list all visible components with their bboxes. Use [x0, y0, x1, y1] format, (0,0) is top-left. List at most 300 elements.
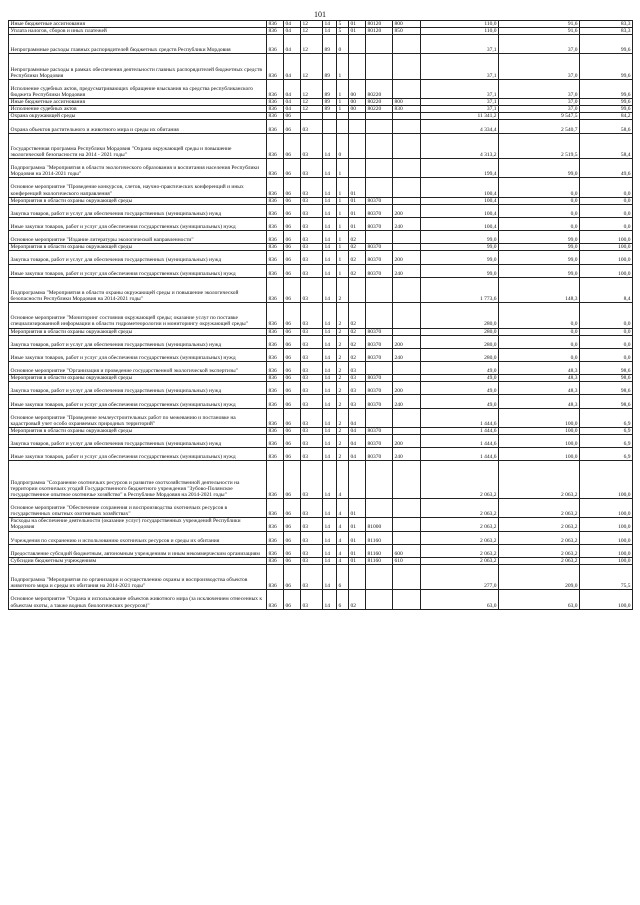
code-rz: 04: [284, 106, 301, 113]
value-approved: 100,4: [421, 197, 499, 204]
value-approved: 37,1: [421, 106, 499, 113]
value-approved: 2 063,2: [421, 557, 499, 564]
code-vr: 850: [393, 28, 421, 35]
value-percent: 98,6: [580, 362, 633, 375]
value-percent: 58,6: [580, 120, 633, 133]
code-subprog: [337, 120, 349, 133]
row-name: Государственная программа Республики Мордовия "Охрана окружающей среды и повышение экологической безопасности на 2014 - 2021 годы": [9, 133, 267, 158]
code-ved: 836: [267, 590, 284, 609]
code-vr: 610: [393, 557, 421, 564]
value-executed: 0,0: [499, 335, 580, 348]
row-name: Основное мероприятие "Организация и проведение государственной экологической экспертизы": [9, 362, 267, 375]
code-ved: 836: [267, 362, 284, 375]
code-prog: 14: [323, 499, 337, 518]
value-approved: 49,0: [421, 375, 499, 382]
code-prog: 14: [323, 217, 337, 230]
value-percent: 6,9: [580, 448, 633, 461]
value-approved: 2 063,2: [421, 518, 499, 531]
table-row: [9, 448, 633, 461]
code-rz: 06: [284, 178, 301, 197]
value-executed: 2 063,2: [499, 461, 580, 499]
code-vr: [393, 303, 421, 328]
code-pr: [301, 113, 323, 120]
code-ved: 836: [267, 244, 284, 251]
value-percent: 6,9: [580, 408, 633, 427]
row-name: Непрограммные расходы в рамках обеспечения деятельности главных распорядителей бюджетных средств Республики Мордовия: [9, 54, 267, 79]
value-executed: 9 547,5: [499, 113, 580, 120]
value-percent: 100,0: [580, 531, 633, 544]
code-pr: 03: [301, 557, 323, 564]
table-row: [9, 133, 633, 158]
table-row: [9, 120, 633, 133]
code-dir: 80120: [366, 21, 393, 28]
code-prog: 14: [323, 231, 337, 244]
code-dir: [366, 277, 393, 302]
table-row: [9, 362, 633, 375]
table-row: [9, 28, 633, 35]
code-rz: 06: [284, 113, 301, 120]
code-prog: 14: [323, 28, 337, 35]
row-name: Закупка товаров, работ и услуг для обеспечения государственных (муниципальных) нужд: [9, 204, 267, 217]
code-osn: 01: [349, 204, 366, 217]
row-name: Уплата налогов, сборов и иных платежей: [9, 28, 267, 35]
page-number: 101: [314, 10, 326, 19]
code-rz: 06: [284, 251, 301, 264]
code-ved: 836: [267, 113, 284, 120]
code-vr: [393, 120, 421, 133]
row-name: Мероприятия в области охраны окружающей среды: [9, 197, 267, 204]
value-approved: 1 444,6: [421, 448, 499, 461]
value-executed: 63,0: [499, 590, 580, 609]
row-name: Иные закупки товаров, работ и услуг для обеспечения государственных (муниципальных) нужд: [9, 217, 267, 230]
value-percent: 75,5: [580, 564, 633, 589]
budget-table-body: [9, 21, 633, 610]
value-executed: 2 063,2: [499, 557, 580, 564]
value-approved: 4 334,4: [421, 120, 499, 133]
code-ved: 836: [267, 21, 284, 28]
code-rz: 06: [284, 204, 301, 217]
code-subprog: 1: [337, 251, 349, 264]
code-prog: 89: [323, 99, 337, 106]
code-rz: 06: [284, 408, 301, 427]
table-row: [9, 204, 633, 217]
code-dir: 80120: [366, 28, 393, 35]
code-osn: [349, 54, 366, 79]
value-executed: 48,3: [499, 375, 580, 382]
code-prog: 14: [323, 244, 337, 251]
code-prog: 14: [323, 335, 337, 348]
code-pr: 03: [301, 120, 323, 133]
code-osn: 01: [349, 518, 366, 531]
code-prog: 89: [323, 106, 337, 113]
code-subprog: 5: [337, 28, 349, 35]
code-osn: [349, 133, 366, 158]
code-dir: 80370: [366, 395, 393, 408]
table-row: [9, 335, 633, 348]
code-prog: 14: [323, 544, 337, 557]
code-vr: [393, 79, 421, 98]
value-executed: 2 063,2: [499, 499, 580, 518]
code-ved: 836: [267, 54, 284, 79]
row-name: Закупка товаров, работ и услуг для обеспечения государственных (муниципальных) нужд: [9, 251, 267, 264]
code-osn: 03: [349, 362, 366, 375]
row-name: Исполнение судебных актов: [9, 106, 267, 113]
code-pr: 03: [301, 461, 323, 499]
code-ved: 836: [267, 79, 284, 98]
table-row: [9, 79, 633, 98]
code-ved: 836: [267, 518, 284, 531]
value-approved: 49,0: [421, 382, 499, 395]
value-percent: 0,0: [580, 197, 633, 204]
code-subprog: 2: [337, 427, 349, 434]
code-prog: 14: [323, 328, 337, 335]
code-subprog: 1: [337, 204, 349, 217]
code-pr: 03: [301, 435, 323, 448]
code-prog: [323, 120, 337, 133]
value-percent: 100,0: [580, 557, 633, 564]
row-name: Основное мероприятие "Обеспечение сохранения и воспроизводства охотничьих ресурсов в государственных опытных охотничьих хозяйствах": [9, 499, 267, 518]
value-executed: 100,0: [499, 408, 580, 427]
code-dir: 80370: [366, 348, 393, 361]
code-rz: 06: [284, 328, 301, 335]
value-executed: 99,0: [499, 231, 580, 244]
code-pr: 03: [301, 564, 323, 589]
value-percent: 100,0: [580, 264, 633, 277]
code-subprog: 5: [337, 21, 349, 28]
code-dir: [366, 159, 393, 178]
row-name: Охрана объектов растительного и животного мира и среды их обитания: [9, 120, 267, 133]
table-row: [9, 99, 633, 106]
table-row: [9, 178, 633, 197]
code-prog: 14: [323, 303, 337, 328]
value-approved: 99,0: [421, 251, 499, 264]
code-vr: 200: [393, 251, 421, 264]
row-name: Иные закупки товаров, работ и услуг для обеспечения государственных (муниципальных) нужд: [9, 395, 267, 408]
code-vr: [393, 133, 421, 158]
code-pr: 12: [301, 106, 323, 113]
code-rz: 06: [284, 518, 301, 531]
row-name: Иные закупки товаров, работ и услуг для обеспечения государственных (муниципальных) нужд: [9, 348, 267, 361]
code-subprog: 2: [337, 335, 349, 348]
code-osn: 02: [349, 244, 366, 251]
value-percent: 99,6: [580, 54, 633, 79]
code-subprog: 2: [337, 277, 349, 302]
code-dir: 80370: [366, 251, 393, 264]
code-prog: 14: [323, 382, 337, 395]
code-dir: 80370: [366, 197, 393, 204]
code-osn: 01: [349, 499, 366, 518]
code-dir: 81160: [366, 557, 393, 564]
code-vr: [393, 518, 421, 531]
code-rz: 06: [284, 590, 301, 609]
code-rz: 06: [284, 531, 301, 544]
value-approved: 100,4: [421, 204, 499, 217]
row-name: Закупка товаров, работ и услуг для обеспечения государственных (муниципальных) нужд: [9, 335, 267, 348]
table-row: [9, 557, 633, 564]
row-name: Подпрограмма "Сохранение охотничьих ресурсов и развитие охотхозяйственной деятельности на территории охотничьих угодий Государственного бюджетного учреждения "Зубово-Полянское государственное опытное охотничье хозяйство" в Республике Мордовия на 2014-2021 годы": [9, 461, 267, 499]
code-osn: 04: [349, 427, 366, 434]
code-ved: 836: [267, 133, 284, 158]
table-row: [9, 328, 633, 335]
code-ved: 836: [267, 251, 284, 264]
code-rz: 06: [284, 244, 301, 251]
row-name: Подпрограмма "Мероприятия по организации и осуществлению охраны и воспроизводства объектов животного мира и среды их обитания на 2014-2021 годы": [9, 564, 267, 589]
code-subprog: 4: [337, 531, 349, 544]
value-executed: 48,3: [499, 395, 580, 408]
code-ved: 836: [267, 106, 284, 113]
table-row: [9, 435, 633, 448]
code-dir: [366, 178, 393, 197]
code-osn: [349, 159, 366, 178]
budget-table: [8, 20, 633, 610]
code-pr: 03: [301, 277, 323, 302]
table-row: [9, 375, 633, 382]
code-dir: 80370: [366, 382, 393, 395]
code-subprog: 1: [337, 159, 349, 178]
code-pr: 03: [301, 178, 323, 197]
value-percent: 100,0: [580, 251, 633, 264]
code-pr: 03: [301, 133, 323, 158]
code-pr: 03: [301, 264, 323, 277]
code-osn: 00: [349, 99, 366, 106]
code-vr: 240: [393, 448, 421, 461]
value-executed: 100,0: [499, 448, 580, 461]
value-percent: 100,0: [580, 244, 633, 251]
value-percent: 8,4: [580, 277, 633, 302]
table-row: [9, 21, 633, 28]
value-executed: 37,0: [499, 79, 580, 98]
table-row: [9, 382, 633, 395]
value-executed: 2 063,2: [499, 518, 580, 531]
row-name: Закупка товаров, работ и услуг для обеспечения государственных (муниципальных) нужд: [9, 382, 267, 395]
value-percent: 98,6: [580, 395, 633, 408]
row-name: Иные закупки товаров, работ и услуг для обеспечения государственных (муниципальных) нужд: [9, 448, 267, 461]
code-subprog: 1: [337, 178, 349, 197]
code-prog: 14: [323, 427, 337, 434]
code-subprog: 1: [337, 231, 349, 244]
code-prog: 89: [323, 54, 337, 79]
code-ved: 836: [267, 544, 284, 557]
code-ved: 836: [267, 120, 284, 133]
row-name: Субсидии бюджетным учреждениям: [9, 557, 267, 564]
row-name: Подпрограмма "Мероприятия в области охраны окружающей среды и повышение экологической безопасности Республики Мордовия на 2014-2021 годы": [9, 277, 267, 302]
value-percent: 100,0: [580, 231, 633, 244]
code-subprog: 2: [337, 303, 349, 328]
code-ved: 836: [267, 328, 284, 335]
code-osn: 01: [349, 28, 366, 35]
table-row: [9, 197, 633, 204]
code-dir: 80370: [366, 264, 393, 277]
value-approved: 49,0: [421, 362, 499, 375]
code-pr: 12: [301, 79, 323, 98]
code-vr: 800: [393, 99, 421, 106]
code-pr: 03: [301, 204, 323, 217]
value-percent: 98,6: [580, 375, 633, 382]
value-percent: 49,6: [580, 159, 633, 178]
code-pr: 03: [301, 231, 323, 244]
value-executed: 48,3: [499, 382, 580, 395]
value-executed: 99,0: [499, 159, 580, 178]
code-subprog: [337, 113, 349, 120]
code-prog: 14: [323, 395, 337, 408]
value-approved: 37,1: [421, 99, 499, 106]
table-row: [9, 106, 633, 113]
code-ved: 836: [267, 231, 284, 244]
code-osn: 01: [349, 21, 366, 28]
code-vr: [393, 328, 421, 335]
value-executed: 2 519,5: [499, 133, 580, 158]
value-approved: 1 444,6: [421, 435, 499, 448]
code-pr: 12: [301, 21, 323, 28]
value-percent: 99,6: [580, 35, 633, 54]
code-rz: 06: [284, 461, 301, 499]
table-row: [9, 348, 633, 361]
code-osn: [349, 564, 366, 589]
value-approved: 2 063,2: [421, 461, 499, 499]
table-row: [9, 544, 633, 557]
value-approved: 1 444,6: [421, 427, 499, 434]
code-rz: 04: [284, 28, 301, 35]
code-pr: 03: [301, 362, 323, 375]
table-row: [9, 277, 633, 302]
code-pr: 03: [301, 348, 323, 361]
code-vr: 600: [393, 544, 421, 557]
code-osn: 02: [349, 328, 366, 335]
table-row: [9, 35, 633, 54]
code-dir: [366, 461, 393, 499]
table-row: [9, 427, 633, 434]
code-rz: 04: [284, 79, 301, 98]
code-subprog: 6: [337, 590, 349, 609]
code-ved: 836: [267, 395, 284, 408]
value-approved: 2 063,2: [421, 531, 499, 544]
value-percent: 100,0: [580, 590, 633, 609]
code-dir: [366, 133, 393, 158]
code-osn: 02: [349, 590, 366, 609]
code-subprog: 2: [337, 328, 349, 335]
code-pr: 03: [301, 217, 323, 230]
code-ved: 836: [267, 277, 284, 302]
row-name: Расходы на обеспечение деятельности (оказание услуг) государственных учреждений Республики Мордовия: [9, 518, 267, 531]
value-percent: 83,3: [580, 21, 633, 28]
code-ved: 836: [267, 564, 284, 589]
code-pr: 03: [301, 448, 323, 461]
value-approved: 2 063,2: [421, 499, 499, 518]
value-executed: 2 540,7: [499, 120, 580, 133]
code-pr: 03: [301, 303, 323, 328]
code-ved: 836: [267, 448, 284, 461]
code-vr: [393, 590, 421, 609]
value-executed: 2 063,2: [499, 531, 580, 544]
table-row: [9, 518, 633, 531]
value-approved: 4 313,2: [421, 133, 499, 158]
value-executed: 99,0: [499, 251, 580, 264]
code-rz: 06: [284, 277, 301, 302]
code-vr: [393, 531, 421, 544]
code-ved: 836: [267, 264, 284, 277]
code-vr: 800: [393, 21, 421, 28]
code-dir: 81160: [366, 544, 393, 557]
code-dir: 80370: [366, 217, 393, 230]
code-prog: 14: [323, 518, 337, 531]
code-dir: [366, 564, 393, 589]
code-ved: 836: [267, 557, 284, 564]
code-osn: [349, 461, 366, 499]
value-approved: 99,0: [421, 244, 499, 251]
code-dir: 80220: [366, 79, 393, 98]
code-osn: [349, 113, 366, 120]
code-prog: 14: [323, 461, 337, 499]
code-prog: 14: [323, 435, 337, 448]
row-name: Мероприятия в области охраны окружающей среды: [9, 375, 267, 382]
value-approved: 280,0: [421, 348, 499, 361]
code-pr: 03: [301, 427, 323, 434]
code-subprog: 4: [337, 557, 349, 564]
row-name: Иные закупки товаров, работ и услуг для обеспечения государственных (муниципальных) нужд: [9, 264, 267, 277]
value-executed: 0,0: [499, 204, 580, 217]
value-percent: 100,0: [580, 544, 633, 557]
value-executed: 100,0: [499, 435, 580, 448]
value-approved: 280,0: [421, 335, 499, 348]
code-prog: 14: [323, 448, 337, 461]
table-row: [9, 564, 633, 589]
code-prog: 14: [323, 21, 337, 28]
code-vr: [393, 427, 421, 434]
code-rz: 06: [284, 197, 301, 204]
row-name: Закупка товаров, работ и услуг для обеспечения государственных (муниципальных) нужд: [9, 435, 267, 448]
code-dir: [366, 35, 393, 54]
code-ved: 836: [267, 375, 284, 382]
value-percent: 99,6: [580, 106, 633, 113]
value-executed: 0,0: [499, 303, 580, 328]
code-dir: [366, 54, 393, 79]
value-executed: 37,0: [499, 54, 580, 79]
code-pr: 03: [301, 251, 323, 264]
code-osn: 02: [349, 335, 366, 348]
table-row: [9, 395, 633, 408]
code-dir: [366, 231, 393, 244]
code-osn: 01: [349, 557, 366, 564]
code-pr: 12: [301, 28, 323, 35]
table-row: [9, 408, 633, 427]
code-dir: 81160: [366, 531, 393, 544]
value-executed: 0,0: [499, 197, 580, 204]
row-name: Подпрограмма "Мероприятия в области экологического образования и воспитания населения Республики Мордовия на 2014-2021 годы": [9, 159, 267, 178]
code-rz: 06: [284, 435, 301, 448]
code-subprog: 1: [337, 79, 349, 98]
value-approved: 37,1: [421, 79, 499, 98]
code-ved: 836: [267, 335, 284, 348]
code-vr: [393, 499, 421, 518]
code-vr: [393, 54, 421, 79]
value-percent: 6,9: [580, 427, 633, 434]
code-osn: 01: [349, 531, 366, 544]
code-dir: 80370: [366, 204, 393, 217]
code-pr: 03: [301, 244, 323, 251]
value-approved: 2 063,2: [421, 544, 499, 557]
code-vr: [393, 408, 421, 427]
row-name: Основное мероприятие "Мониторинг состояния окружающей среды; оказание услуг по поставке специализированной информации в области гидрометеорологии и мониторингу окружающей среды": [9, 303, 267, 328]
code-subprog: 2: [337, 408, 349, 427]
code-rz: 06: [284, 564, 301, 589]
value-approved: 99,0: [421, 264, 499, 277]
code-subprog: 2: [337, 362, 349, 375]
code-dir: [366, 120, 393, 133]
row-name: Мероприятия в области охраны окружающей среды: [9, 244, 267, 251]
code-rz: 06: [284, 303, 301, 328]
code-dir: [366, 362, 393, 375]
value-percent: 0,0: [580, 348, 633, 361]
